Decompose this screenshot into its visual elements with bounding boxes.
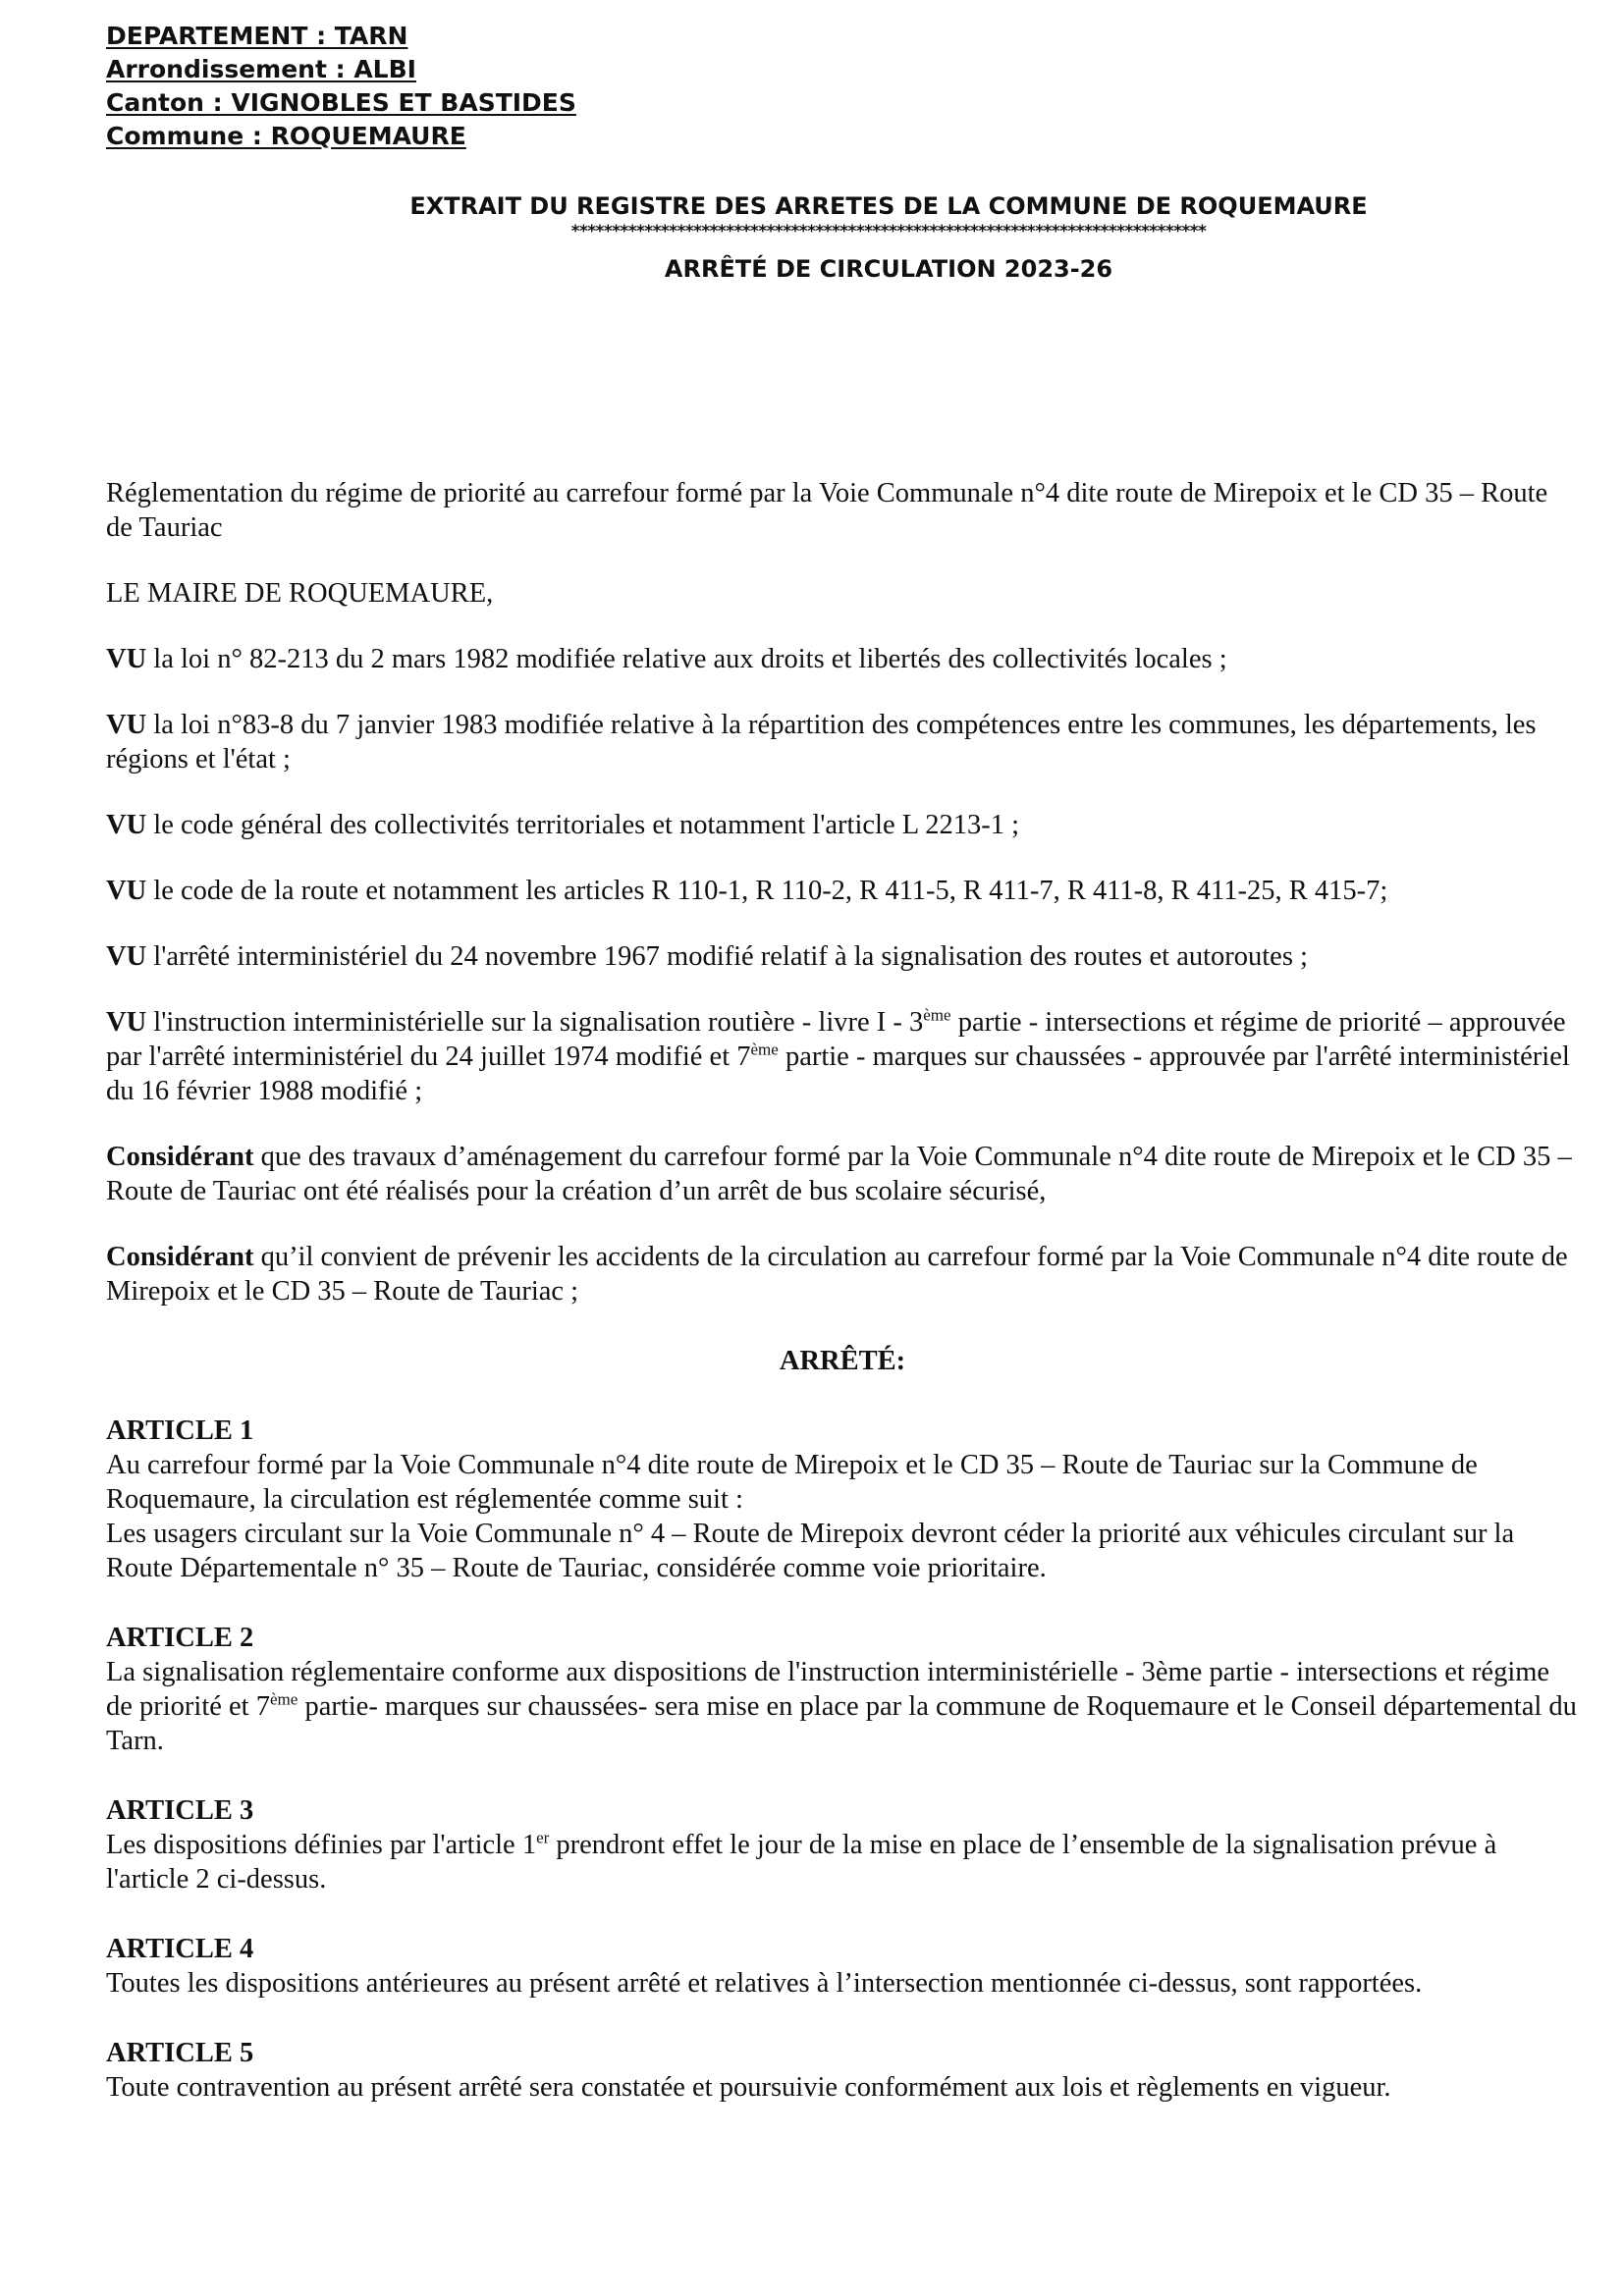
vu-paragraph-1 bbox=[106, 642, 1579, 676]
article-text bbox=[106, 1828, 1579, 1896]
article-1 bbox=[106, 1414, 1579, 1585]
vu-text: partie - marques sur chaussées - approuvée par l'arrêté interministériel du 16 février 1988 modifié ; bbox=[106, 1041, 1570, 1106]
considerant-paragraph-2 bbox=[106, 1240, 1579, 1308]
vu-label: VU bbox=[106, 810, 147, 840]
vu-text: le code général des collectivités territoriales et notamment l'article L 2213-1 ; bbox=[146, 810, 1019, 840]
maire-line: LE MAIRE DE ROQUEMAURE, bbox=[106, 578, 494, 609]
registry-title: EXTRAIT DU REGISTRE DES ARRETES DE LA COMMUNE DE ROQUEMAURE bbox=[409, 192, 1368, 220]
article-5 bbox=[106, 2036, 1579, 2105]
article-text-part: La signalisation réglementaire conforme aux dispositions de l'instruction interministérielle - 3ème partie - intersections et régime de priorité et 7 bbox=[106, 1657, 1550, 1722]
vu-paragraph-2 bbox=[106, 708, 1579, 776]
vu-label: VU bbox=[106, 941, 147, 972]
article-text: Au carrefour formé par la Voie Communale n°4 dite route de Mirepoix et le CD 35 – Route de Tauriac sur la Commune de Roquemaure, la circulation est réglementée comme suit : bbox=[106, 1450, 1478, 1515]
article-text bbox=[106, 1655, 1579, 1758]
arrete-number: ARRÊTÉ DE CIRCULATION 2023-26 bbox=[664, 255, 1113, 283]
article-text: Toutes les dispositions antérieures au présent arrêté et relatives à l’intersection mentionnée ci-dessus, sont rapportées. bbox=[106, 1968, 1423, 1999]
document-titles bbox=[324, 189, 1453, 286]
article-2 bbox=[106, 1621, 1579, 1758]
considerant-text: qu’il convient de prévenir les accidents de la circulation au carrefour formé par la Voie Communale n°4 dite route de Mirepoix et le CD 35 – Route de Tauriac ; bbox=[106, 1242, 1568, 1307]
superscript: ème bbox=[269, 1689, 298, 1709]
vu-paragraph-3 bbox=[106, 808, 1579, 842]
vu-text: l'instruction interministérielle sur la signalisation routière - livre I - 3 bbox=[146, 1007, 924, 1038]
considerant-label: Considérant bbox=[106, 1242, 254, 1272]
considerant-label: Considérant bbox=[106, 1142, 254, 1172]
superscript: er bbox=[536, 1828, 550, 1847]
vu-label: VU bbox=[106, 1007, 147, 1038]
considerant-paragraph-1 bbox=[106, 1140, 1579, 1208]
article-title: ARTICLE 4 bbox=[106, 1934, 254, 1964]
article-title: ARTICLE 5 bbox=[106, 2038, 254, 2068]
article-text-part: Les dispositions définies par l'article 1 bbox=[106, 1830, 537, 1860]
article-3 bbox=[106, 1793, 1579, 1896]
vu-paragraph-5 bbox=[106, 939, 1579, 974]
commune-line: Commune : ROQUEMAURE bbox=[106, 122, 466, 150]
vu-paragraph-6 bbox=[106, 1005, 1579, 1108]
document-header bbox=[106, 20, 576, 153]
arrete-heading: ARRÊTÉ: bbox=[779, 1346, 906, 1376]
article-text-part: partie- marques sur chaussées- sera mise en place par la commune de Roquemaure et le Conseil départemental du Tarn. bbox=[106, 1691, 1577, 1756]
article-title: ARTICLE 2 bbox=[106, 1623, 254, 1653]
vu-text: partie - intersections et régime de priorité – approuvée par l'arrêté interministériel du 24 juillet 1974 modifié et 7 bbox=[106, 1007, 1566, 1072]
vu-label: VU bbox=[106, 876, 147, 906]
article-text-part: prendront effet le jour de la mise en place de l’ensemble de la signalisation prévue à l'article 2 ci-dessus. bbox=[106, 1830, 1497, 1895]
article-title: ARTICLE 1 bbox=[106, 1415, 254, 1446]
vu-text: la loi n° 82-213 du 2 mars 1982 modifiée relative aux droits et libertés des collectivités locales ; bbox=[146, 644, 1227, 674]
objet-paragraph: Réglementation du régime de priorité au carrefour formé par la Voie Communale n°4 dite route de Mirepoix et le CD 35 – Route de Tauriac bbox=[106, 478, 1548, 543]
vu-paragraph-4 bbox=[106, 874, 1579, 908]
vu-text: le code de la route et notamment les articles R 110-1, R 110-2, R 411-5, R 411-7, R 411-8, R 411-25, R 415-7; bbox=[146, 876, 1388, 906]
considerant-text: que des travaux d’aménagement du carrefour formé par la Voie Communale n°4 dite route de Mirepoix et le CD 35 – Route de Tauriac ont été réalisés pour la création d’un arrêt de bus scolaire sécurisé, bbox=[106, 1142, 1572, 1206]
vu-label: VU bbox=[106, 710, 147, 740]
article-text: Les usagers circulant sur la Voie Communale n° 4 – Route de Mirepoix devront céder la priorité aux véhicules circulant sur la Route Départementale n° 35 – Route de Tauriac, considérée comme voie prioritaire. bbox=[106, 1519, 1515, 1583]
vu-text: l'arrêté interministériel du 24 novembre 1967 modifié relatif à la signalisation des routes et autoroutes ; bbox=[146, 941, 1308, 972]
departement-line: DEPARTEMENT : TARN bbox=[106, 22, 408, 50]
document-body bbox=[106, 476, 1579, 2140]
stars-separator: ****************************************************************************** bbox=[570, 223, 1207, 240]
superscript: ème bbox=[750, 1040, 779, 1059]
superscript: ème bbox=[923, 1005, 951, 1025]
vu-text: la loi n°83-8 du 7 janvier 1983 modifiée relative à la répartition des compétences entre les communes, les départements, les régions et l'état ; bbox=[106, 710, 1537, 774]
arrondissement-line: Arrondissement : ALBI bbox=[106, 55, 416, 83]
article-4 bbox=[106, 1932, 1579, 2001]
canton-line: Canton : VIGNOBLES ET BASTIDES bbox=[106, 88, 576, 117]
article-text: Toute contravention au présent arrêté sera constatée et poursuivie conformément aux lois et règlements en vigueur. bbox=[106, 2072, 1391, 2103]
article-title: ARTICLE 3 bbox=[106, 1795, 254, 1826]
vu-label: VU bbox=[106, 644, 147, 674]
